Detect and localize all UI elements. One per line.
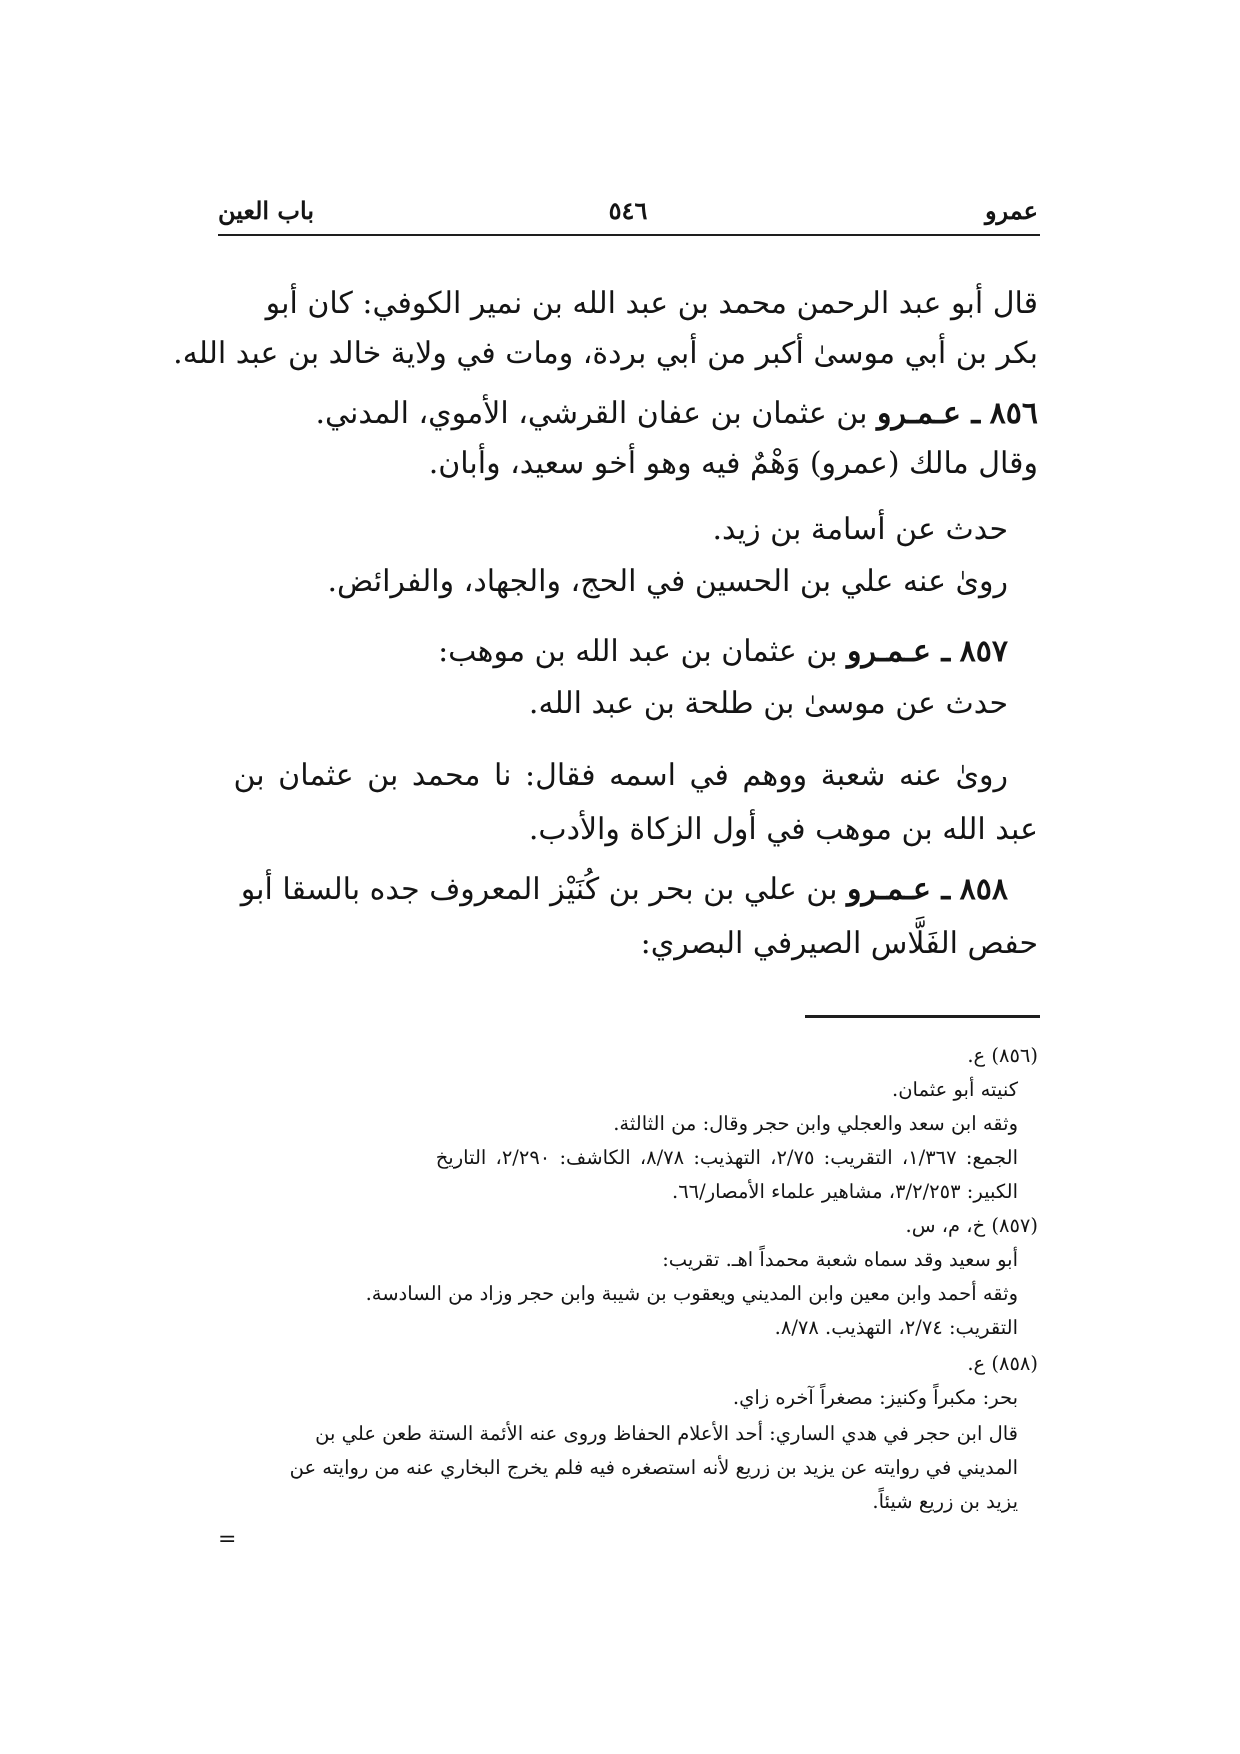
continuation-mark: = [218, 1527, 237, 1552]
entry-name: عـمـرو [877, 396, 961, 431]
footnote-856-marker: (٨٥٦) ع. [967, 1044, 1038, 1067]
footnote-line: يزيد بن زريع شيئاً. [872, 1490, 1018, 1513]
entry-name: عـمـرو [847, 634, 931, 669]
body-line-10: عبد الله بن موهب في أول الزكاة والأدب. [528, 812, 1038, 847]
body-line-6: رویٰ عنه علي بن الحسين في الحج، والجهاد، والفرائض. [327, 564, 1008, 599]
footnote-rule [805, 1015, 1040, 1018]
footnote-line: الكبير: ٣/٢/٢٥٣، مشاهير علماء الأمصار/٦٦. [671, 1180, 1018, 1203]
footnote-857-marker: (٨٥٧) خ، م، س. [905, 1214, 1038, 1237]
body-line-2: بكر بن أبي موسىٰ أكبر من أبي بردة، ومات في ولاية خالد بن عبد الله. [173, 336, 1038, 371]
footnote-line: كنيته أبو عثمان. [892, 1078, 1018, 1101]
entry-text: بن علي بن بحر بن كُنَيْز المعروف جده بالسقا أبو [240, 872, 838, 907]
footnote-line: قال ابن حجر في هدي الساري: أحد الأعلام الحفاظ وروى عنه الأئمة الستة طعن علي بن [315, 1422, 1018, 1445]
entry-number: ٨٥٨ [959, 872, 1008, 907]
entry-857-heading: ٨٥٧ ـ عـمـرو بن عثمان بن عبد الله بن موهب: [438, 634, 1008, 669]
footnote-line: المديني في روايته عن يزيد بن زريع لأنه استصغره فيه فلم يخرج البخاري عنه من روايته عن [289, 1456, 1018, 1479]
footnote-858-marker: (٨٥٨) ع. [967, 1352, 1038, 1375]
header-rule [218, 234, 1040, 236]
footnote-line: الجمع: ١/٣٦٧، التقريب: ٢/٧٥، التهذيب: ٨/٧٨، الكاشف: ٢/٢٩٠، التاريخ [435, 1146, 1018, 1169]
page-header [218, 196, 1038, 232]
footnote-line: وثقه ابن سعد والعجلي وابن حجر وقال: من الثالثة. [613, 1112, 1018, 1135]
header-entry-name: عمرو [984, 196, 1038, 225]
footnote-line: أبو سعيد وقد سماه شعبة محمداً اهـ. تقريب: [662, 1248, 1018, 1271]
entry-856-heading: ٨٥٦ ـ عـمـرو بن عثمان بن عفان القرشي، الأموي، المدني. [315, 396, 1038, 431]
entry-text: بن عثمان بن عفان القرشي، الأموي، المدني. [315, 396, 868, 431]
footnote-line: التقريب: ٢/٧٤، التهذيب. ٨/٧٨. [774, 1316, 1018, 1339]
entry-text: بن عثمان بن عبد الله بن موهب: [438, 634, 838, 669]
body-line-5: حدث عن أسامة بن زيد. [712, 512, 1008, 547]
page-number: ٥٤٦ [608, 196, 648, 225]
body-line-1: قال أبو عبد الرحمن محمد بن عبد الله بن نمير الكوفي: كان أبو [265, 286, 1038, 321]
entry-name: عـمـرو [847, 872, 931, 907]
body-line-12: حفص الفَلَّاس الصيرفي البصري: [640, 926, 1038, 961]
body-line-9: روىٰ عنه شعبة ووهم في اسمه فقال: نا محمد بن عثمان بن [233, 758, 1008, 793]
entry-858-heading: ٨٥٨ ـ عـمـرو بن علي بن بحر بن كُنَيْز المعروف جده بالسقا أبو [240, 872, 1008, 907]
footnote-line: بحر: مكبراً وكنيز: مصغراً آخره زاي. [732, 1386, 1018, 1409]
entry-number: ٨٥٧ [959, 634, 1008, 669]
entry-number: ٨٥٦ [989, 396, 1038, 431]
chapter-title: باب العين [218, 196, 315, 225]
body-line-4: وقال مالك (عمرو) وَهْمٌ فيه وهو أخو سعيد، وأبان. [428, 446, 1038, 481]
footnote-line: وثقه أحمد وابن معين وابن المديني ويعقوب بن شيبة وابن حجر وزاد من السادسة. [365, 1282, 1018, 1305]
body-line-8: حدث عن موسىٰ بن طلحة بن عبد الله. [528, 686, 1008, 721]
